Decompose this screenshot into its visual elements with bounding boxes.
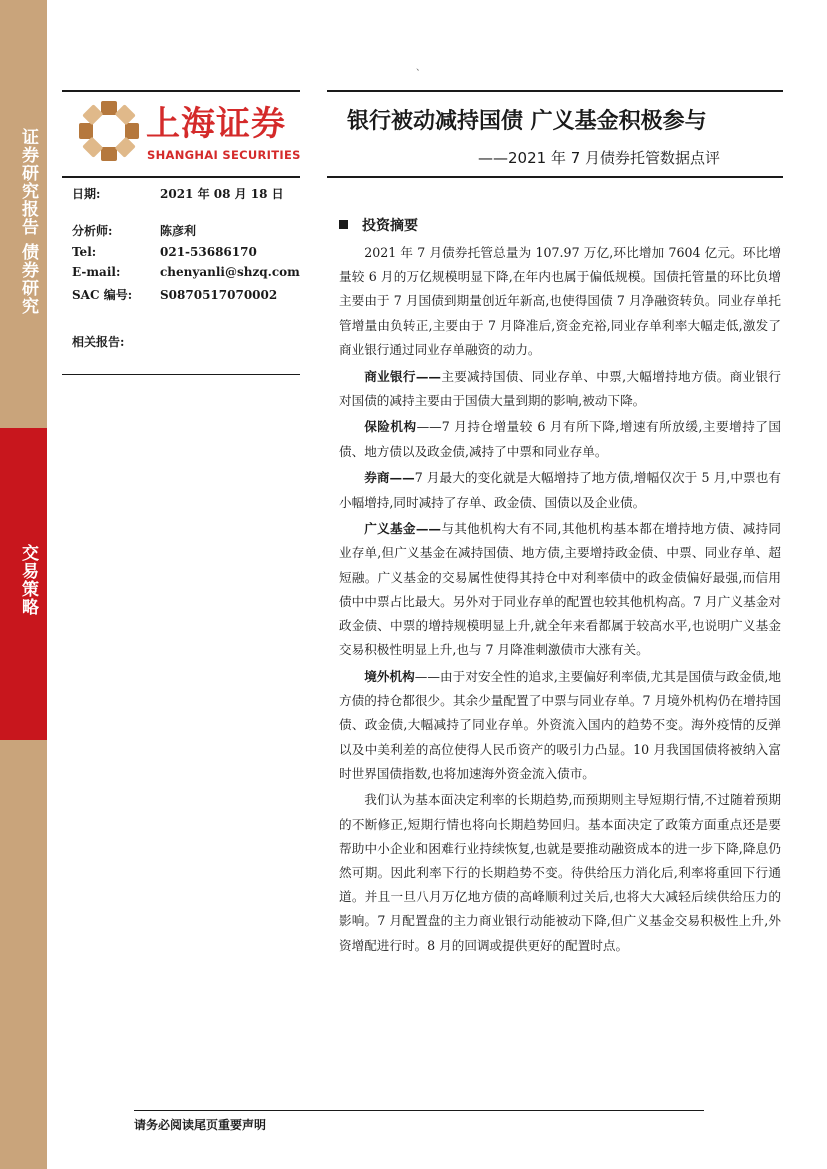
paragraph-text: ——7 月持仓增量较 6 月有所下降,增速有所放缓,主要增持了国债、地方债以及政金债,减持了中票和同业存单。	[339, 419, 782, 459]
page-title: 银行被动减持国债 广义基金积极参与	[347, 109, 707, 134]
paragraph-text: 主要减持国债、同业存单、中票,大幅增持地方债。商业银行对国债的减持主要由于国债大量到期的影响,被动下降。	[339, 368, 781, 408]
header-rule-left-top	[62, 90, 300, 92]
header-rule-left-bottom	[62, 176, 300, 178]
section-heading-text: 投资摘要	[362, 218, 418, 234]
paragraph-lead: 商业银行——	[364, 368, 442, 384]
sac-label: SAC 编号:	[72, 288, 133, 302]
analyst-label: 分析师:	[72, 224, 113, 238]
paragraph-lead: 广义基金——	[364, 521, 442, 537]
tick-mark: 、	[416, 63, 426, 73]
date-value: 2021 年 08 月 18 日	[160, 187, 284, 201]
paragraph-text: 7 月最大的变化就是大幅增持了地方债,增幅仅次于 5 月,中票也有小幅增持,同时减持了存单、政金债、国债以及企业债。	[339, 470, 781, 510]
tel-label: Tel:	[72, 245, 97, 259]
summary-paragraph	[339, 517, 781, 662]
logo-icon	[78, 100, 140, 162]
sac-value: S0870517070002	[160, 288, 278, 302]
summary-paragraph	[339, 665, 781, 786]
date-label: 日期:	[72, 187, 101, 201]
paragraph-text: ——由于对安全性的追求,主要偏好利率债,尤其是国债与政金债,地方债的持仓都很少。其余少量配置了中票与同业存单。7 月境外机构仍在增持国债、政金债,大幅减持了同业存单。外资流入国内的趋势不变。海外疫情的反弹以及中美利差的高位使得人民币资产的吸引力凸显。10 月我国国债将被纳入富时世界国债指数,也将加速海外资金流入债市。	[339, 668, 781, 781]
tel-value: 021-53686170	[160, 245, 257, 259]
header-rule-right-top	[327, 90, 783, 92]
header-rule-right-bottom	[327, 176, 783, 178]
paragraph-lead: 保险机构	[364, 419, 417, 435]
analyst-value: 陈彦利	[160, 224, 197, 238]
section-heading	[339, 215, 418, 235]
square-bullet-icon	[339, 220, 348, 229]
email-label: E-mail:	[72, 265, 121, 279]
email-value[interactable]: chenyanli@shzq.com	[160, 265, 300, 279]
sidebar-section: 交易策略	[18, 544, 38, 616]
paragraph-text: 与其他机构大有不同,其他机构基本都在增持地方债、减持同业存单,但广义基金在减持国债、地方债,主要增持政金债、中票、同业存单、超短融。广义基金的交易属性使得其持仓中对利率债中的政金债偏好最强,而信用债中中票占比最大。另外对于同业存单的配置也较其他机构高。7 月广义基金对政金债、中票的增持规模明显上升,就全年来看都属于较高水平,也说明广义基金交易积极性明显上升,也与 7 月降准刺激债市大涨有关。	[339, 521, 781, 658]
summary-paragraph	[339, 415, 781, 463]
summary-paragraph	[339, 466, 781, 514]
paragraph-lead: 券商——	[364, 470, 415, 486]
footer-rule	[134, 1110, 704, 1111]
summary-paragraph: 我们认为基本面决定利率的长期趋势,而预期则主导短期行情,不过随着预期的不断修正,短期行情也将向长期趋势回归。基本面决定了政策方面重点还是要帮助中小企业和困难行业持续恢复,也就是要推动融资成本的进一步下降,降息仍然可期。因此利率下行的长期趋势不变。待供给压力消化后,利率将重回下行通道。并且一旦八月万亿地方债的高峰顺利过关后,也将大大减轻后续供给压力的影响。7 月配置盘的主力商业银行动能被动下降,但广义基金交易积极性上升,外资增配进行时。8 月的回调或提供更好的配置时点。	[339, 792, 781, 953]
brand-name-en: SHANGHAI SECURITIES	[147, 148, 301, 162]
footer-disclaimer: 请务必阅读尾页重要声明	[134, 1118, 267, 1132]
page-subtitle: ——2021 年 7 月债券托管数据点评	[478, 149, 721, 167]
sidebar-category: 证券研究报告 债券研究	[18, 128, 38, 315]
paragraph-lead: 境外机构	[364, 668, 415, 684]
summary-paragraph	[339, 365, 781, 413]
related-reports-label: 相关报告:	[72, 335, 125, 349]
summary-body	[339, 241, 781, 960]
summary-paragraph: 2021 年 7 月债券托管总量为 107.97 万亿,环比增加 7604 亿元。环比增量较 6 月的万亿规模明显下降,在年内也属于偏低规模。国债托管量的环比负增主要由于 7 月国债到期量创近年新高,也使得国债 7 月净融资转负。同业存单托管增量由负转正,主要由于 7 月降准后,资金充裕,同业存单利率大幅走低,激发了商业银行通过同业存单融资的动力。	[339, 245, 781, 357]
meta-rule	[62, 374, 300, 375]
brand-name-cn: 上海证券	[146, 104, 286, 144]
